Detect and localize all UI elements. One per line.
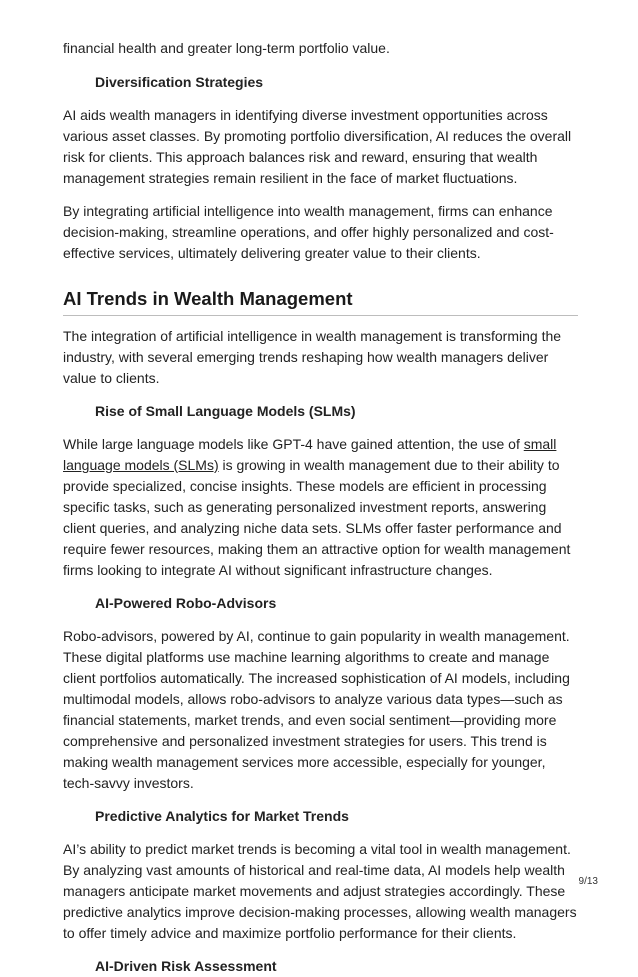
diversification-heading: Diversification Strategies — [95, 74, 264, 90]
intro-tail-paragraph: financial health and greater long-term portfolio value. — [63, 40, 390, 56]
risk-assessment-heading: AI-Driven Risk Assessment — [95, 958, 277, 974]
diversification-paragraph: AI aids wealth managers in identifying diverse investment opportunities across various asset classes. By promoting portfolio diversification, AI reduces the overall risk for clients. This approach balances risk and reward, ensuring that wealth management strategies remain resilient in the face of market fluctuations. — [63, 107, 572, 186]
slm-text-start: While large language models like GPT-4 have gained attention, the use of — [63, 436, 524, 452]
robo-advisors-heading: AI-Powered Robo-Advisors — [95, 595, 277, 611]
slm-paragraph — [63, 434, 578, 581]
page-number: 9/13 — [578, 876, 598, 887]
document-page — [63, 38, 578, 977]
integrating-paragraph: By integrating artificial intelligence into wealth management, firms can enhance decision-making, streamline operations, and offer highly personalized and cost-effective services, ultimately delivering greater value to their clients. — [63, 203, 554, 261]
slm-link[interactable]: small language models (SLMs) — [63, 436, 557, 473]
trends-intro-paragraph: The integration of artificial intelligence in wealth management is transforming the industry, with several emerging trends reshaping how wealth managers deliver value to clients. — [63, 328, 562, 386]
trends-heading: AI Trends in Wealth Management — [63, 287, 578, 316]
slm-heading: Rise of Small Language Models (SLMs) — [95, 403, 356, 419]
predictive-analytics-paragraph: AI’s ability to predict market trends is becoming a vital tool in wealth management. By analyzing vast amounts of historical and real-time data, AI models help wealth managers anticipate market movements and adjust strategies accordingly. These predictive analytics improve decision-making processes, allowing wealth managers to offer timely advice and maximize portfolio performance for their clients. — [63, 841, 577, 941]
slm-text-end: is growing in wealth management due to their ability to provide specialized, concise insights. These models are efficient in processing specific tasks, such as generating personalized investment reports, answering client queries, and analyzing niche data sets. SLMs offer faster performance and require fewer resources, making them an attractive option for wealth management firms looking to integrate AI without significant infrastructure changes. — [63, 457, 571, 578]
predictive-analytics-heading: Predictive Analytics for Market Trends — [95, 808, 349, 824]
robo-advisors-paragraph: Robo-advisors, powered by AI, continue to gain popularity in wealth management. These digital platforms use machine learning algorithms to create and manage client portfolios automatically. The increased sophistication of AI models, including multimodal models, allows robo-advisors to analyze various data types—such as financial statements, market trends, and even social sentiment—providing more comprehensive and personalized investment strategies for users. This trend is making wealth management services more accessible, especially for younger, tech-savvy investors. — [63, 628, 570, 791]
